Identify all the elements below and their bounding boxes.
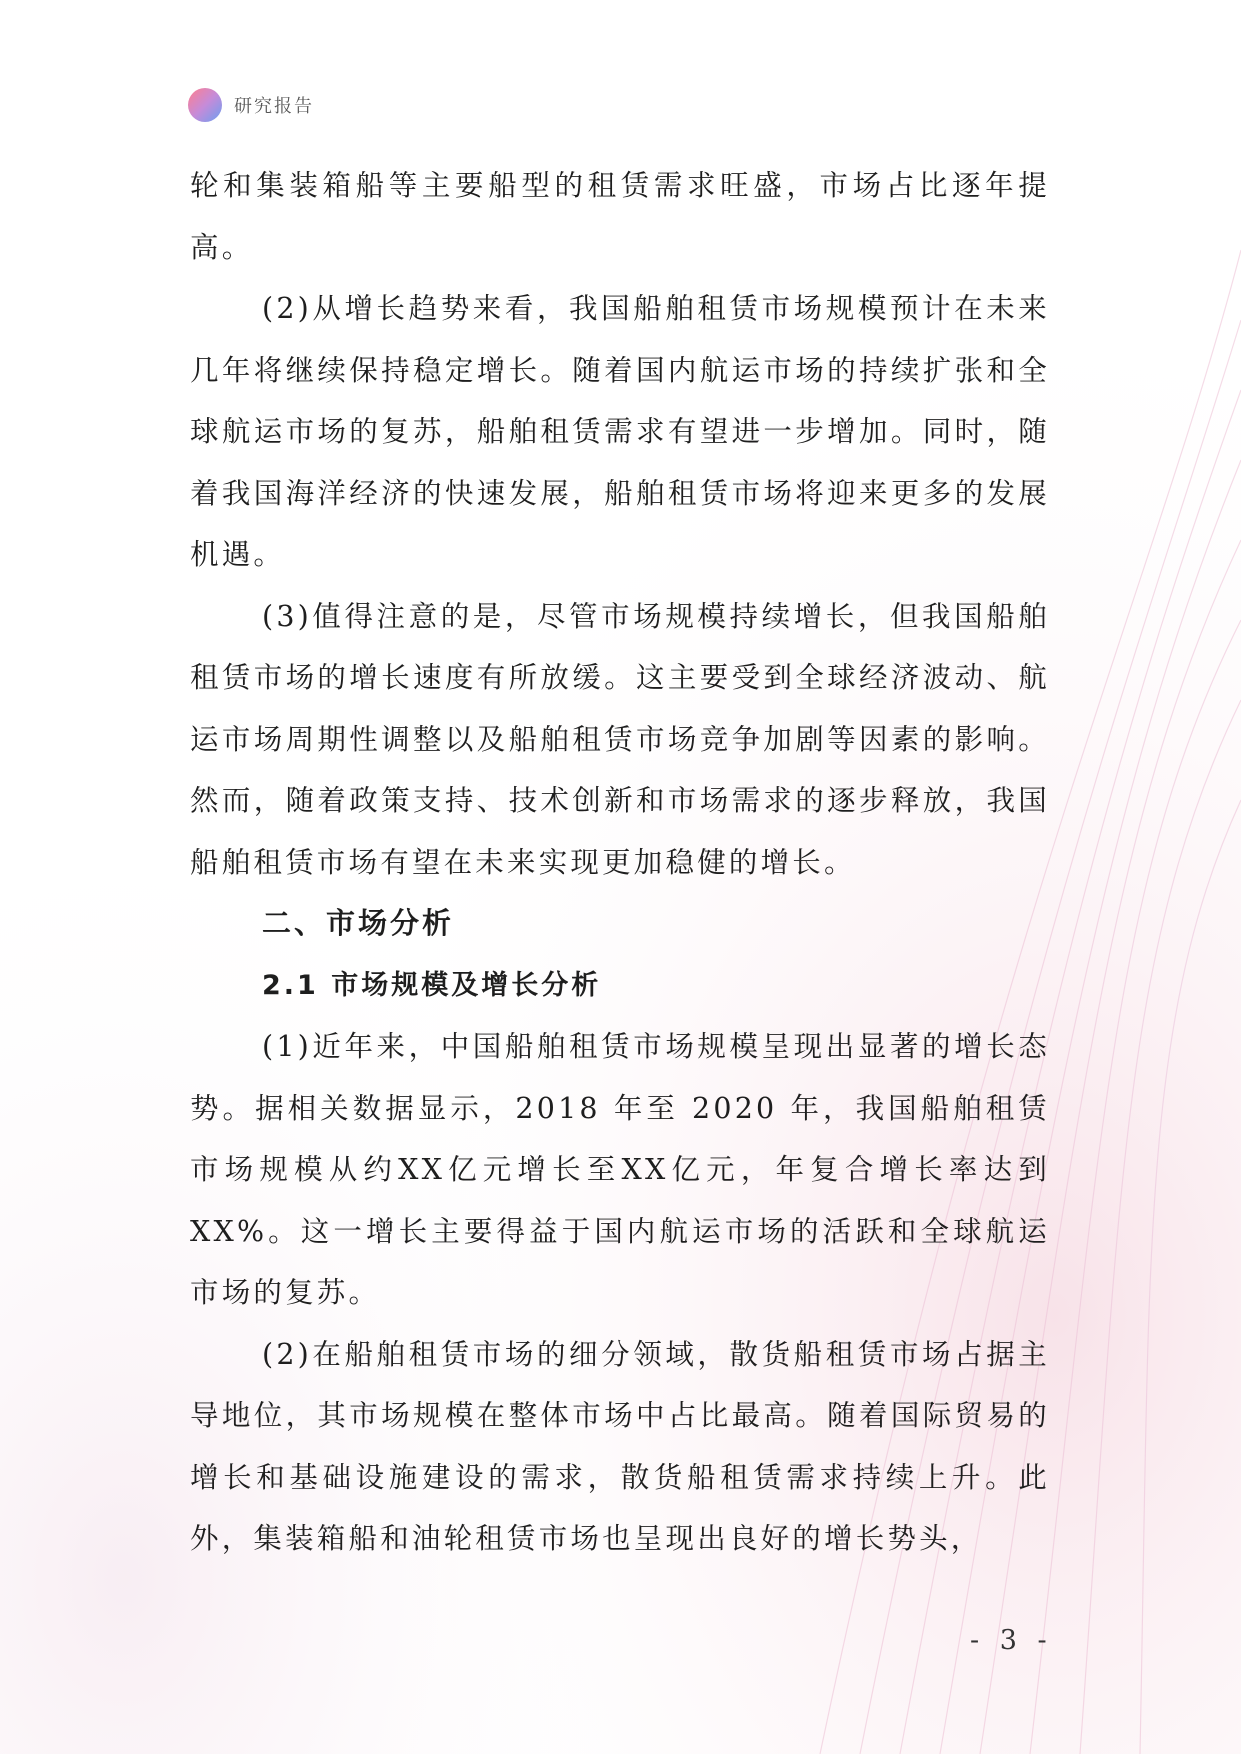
paragraph: (2)在船舶租赁市场的细分领域，散货船租赁市场占据主导地位，其市场规模在整体市场中占比最高。随着国际贸易的增长和基础设施建设的需求，散货船租赁需求持续上升。此外，集装箱船和油轮租赁市场也呈现出良好的增长势头， [190, 1337, 1050, 1555]
page-number: - 3 - [970, 1625, 1053, 1656]
paragraph-continued: 轮和集装箱船等主要船型的租赁需求旺盛，市场占比逐年提高。 [190, 169, 1050, 264]
paragraph: (2)从增长趋势来看，我国船舶租赁市场规模预计在未来几年将继续保持稳定增长。随着国内航运市场的持续扩张和全球航运市场的复苏，船舶租赁需求有望进一步增加。同时，随着我国海洋经济的快速发展，船舶租赁市场将迎来更多的发展机遇。 [190, 292, 1050, 571]
report-logo-icon [188, 88, 222, 122]
paragraph: (3)值得注意的是，尽管市场规模持续增长，但我国船舶租赁市场的增长速度有所放缓。这主要受到全球经济波动、航运市场周期性调整以及船舶租赁市场竞争加剧等因素的影响。然而，随着政策支持、技术创新和市场需求的逐步释放，我国船舶租赁市场有望在未来实现更加稳健的增长。 [190, 599, 1050, 879]
section-heading: 二、市场分析 [262, 906, 455, 940]
subsection-heading: 2.1 市场规模及增长分析 [262, 969, 602, 1001]
paragraph: (1)近年来，中国船舶租赁市场规模呈现出显著的增长态势。据相关数据显示，2018 年至 2020 年，我国船舶租赁市场规模从约XX亿元增长至XX亿元，年复合增长率达到XX%。这一增长主要得益于国内航运市场的活跃和全球航运市场的复苏。 [190, 1030, 1050, 1309]
header-title: 研究报告 [234, 96, 314, 117]
document-body [190, 155, 1050, 1570]
page-header [188, 87, 314, 123]
